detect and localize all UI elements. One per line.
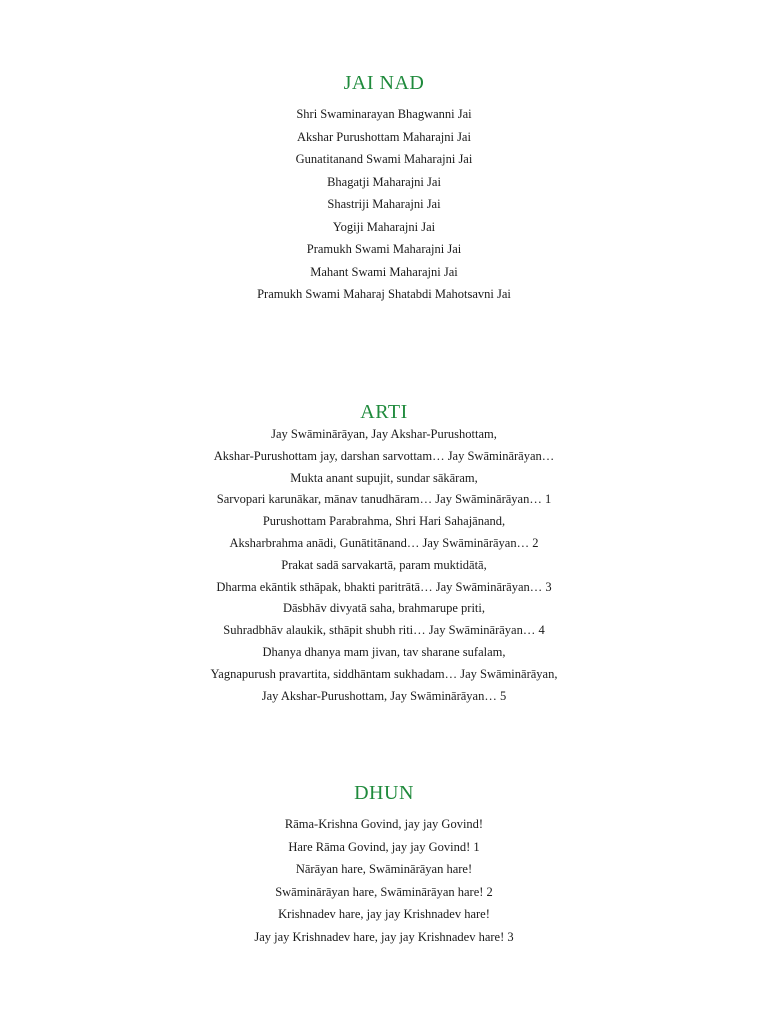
- verse-line: Jay Akshar-Purushottam, Jay Swāminārāyan… 5: [261, 688, 507, 703]
- verse-line: Jay jay Krishnadev hare, jay jay Krishnadev hare! 3: [254, 929, 514, 944]
- verse-list: [0, 813, 768, 948]
- verse-line: Hare Rāma Govind, jay jay Govind! 1: [288, 839, 480, 854]
- verse-line: Pramukh Swami Maharajni Jai: [306, 242, 462, 256]
- verse-line: Nārāyan hare, Swāminārāyan hare!: [295, 862, 473, 876]
- verse-line: Yogiji Maharajni Jai: [332, 219, 436, 234]
- verse-line: Shri Swaminarayan Bhagwanni Jai: [296, 107, 472, 121]
- section-arti: [0, 400, 768, 707]
- verse-line: Rāma-Krishna Govind, jay jay Govind!: [284, 817, 484, 831]
- section-title: ARTI: [360, 401, 408, 423]
- verse-line: Mahant Swami Maharajni Jai: [310, 264, 458, 279]
- verse-line: Purushottam Parabrahma, Shri Hari Sahajānand,: [262, 514, 506, 529]
- verse-line: Sarvopari karunākar, mānav tanudhāram… Jay Swāminārāyan… 1: [216, 492, 552, 507]
- verse-list: [0, 424, 768, 707]
- section-title: DHUN: [354, 782, 414, 804]
- verse-line: Dāsbhāv divyatā saha, brahmarupe priti,: [282, 601, 485, 616]
- verse-line: Akshar-Purushottam jay, darshan sarvottam… Jay Swāminārāyan…: [213, 448, 555, 463]
- verse-line: Yagnapurush pravartita, siddhāntam sukhadam… Jay Swāminārāyan,: [210, 666, 558, 681]
- verse-line: Krishnadev hare, jay jay Krishnadev hare!: [278, 907, 490, 921]
- verse-line: Dharma ekāntik sthāpak, bhakti paritrātā… Jay Swāminārāyan… 3: [216, 579, 552, 594]
- verse-list: [0, 103, 768, 306]
- verse-line: Mukta anant supujit, sundar sākāram,: [290, 470, 478, 485]
- section-title: JAI NAD: [343, 72, 425, 94]
- verse-line: Shastriji Maharajni Jai: [327, 197, 441, 211]
- verse-line: Prakat sadā sarvakartā, param muktidātā,: [281, 557, 487, 572]
- verse-line: Aksharbrahma anādi, Gunātitānand… Jay Swāminārāyan… 2: [229, 535, 539, 550]
- verse-line: Swāminārāyan hare, Swāminārāyan hare! 2: [275, 884, 493, 899]
- section-jai-nad: [0, 71, 768, 306]
- section-dhun: [0, 781, 768, 948]
- verse-line: Bhagatji Maharajni Jai: [327, 174, 441, 189]
- verse-line: Gunatitanand Swami Maharajni Jai: [295, 152, 473, 166]
- verse-line: Akshar Purushottam Maharajni Jai: [297, 129, 471, 144]
- verse-line: Pramukh Swami Maharaj Shatabdi Mahotsavni Jai: [257, 287, 511, 301]
- verse-line: Jay Swāminārāyan, Jay Akshar-Purushottam,: [271, 427, 497, 441]
- verse-line: Suhradbhāv alaukik, sthāpit shubh riti… Jay Swāminārāyan… 4: [223, 623, 545, 638]
- verse-line: Dhanya dhanya mam jivan, tav sharane sufalam,: [262, 644, 506, 659]
